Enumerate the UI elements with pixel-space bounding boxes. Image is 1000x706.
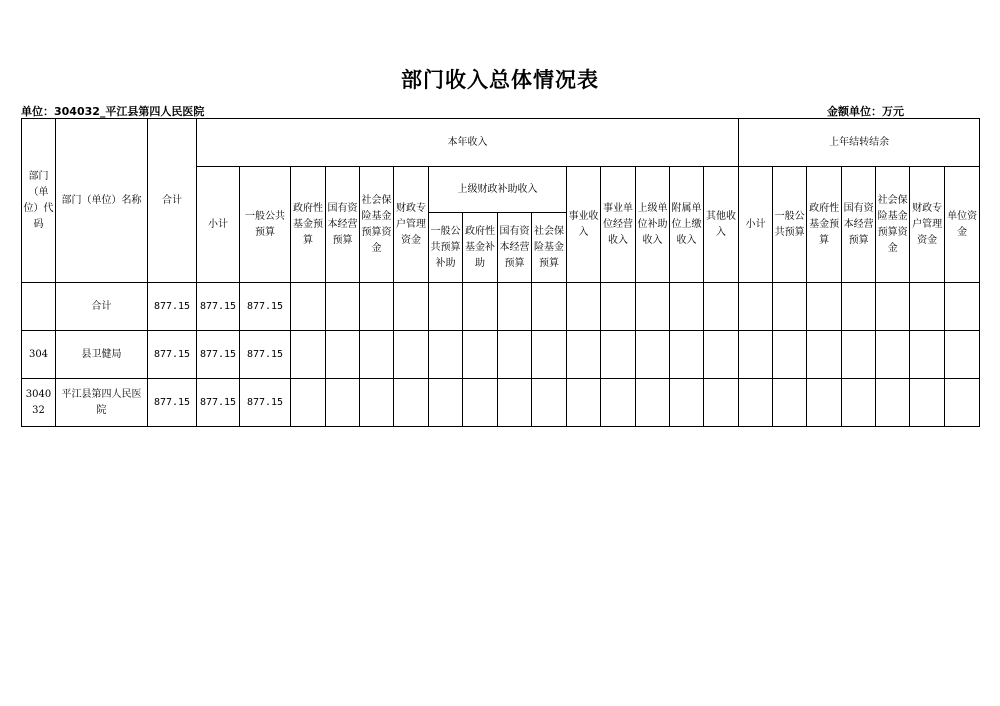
header-prev-year: 上年结转结余: [739, 119, 980, 167]
header-cy-subtotal: 小计: [197, 167, 240, 283]
row-code: 304032: [22, 379, 56, 427]
header-cy-upper-unit-subsidy: 上级单位补助收入: [636, 167, 670, 283]
header-py-social-insurance: 社会保险基金预算资金: [876, 167, 910, 283]
unit-label: 单位：304032_平江县第四人民医院: [21, 105, 205, 118]
header-us-general: 一般公共预算补助: [429, 213, 463, 283]
table-row: [22, 379, 980, 427]
header-py-unit-funds: 单位资金: [945, 167, 980, 283]
header-cy-state-capital: 国有资本经营预算: [326, 167, 360, 283]
amount-unit-label: 金额单位：万元: [827, 105, 904, 118]
row-subtotal: 877.15: [197, 283, 240, 331]
row-total: 877.15: [148, 283, 197, 331]
row-code: 304: [22, 331, 56, 379]
row-general-budget: 877.15: [240, 283, 291, 331]
header-py-fiscal-special: 财政专户管理资金: [910, 167, 945, 283]
header-current-year: 本年收入: [197, 119, 739, 167]
header-cy-business-unit-operating: 事业单位经营收入: [601, 167, 636, 283]
row-subtotal: 877.15: [197, 379, 240, 427]
table-row: [22, 283, 980, 331]
row-name: 合计: [56, 283, 148, 331]
header-py-subtotal: 小计: [739, 167, 773, 283]
row-total: 877.15: [148, 331, 197, 379]
row-name: 平江县第四人民医院: [56, 379, 148, 427]
header-py-gov-fund: 政府性基金预算: [807, 167, 842, 283]
header-cy-social-insurance: 社会保险基金预算资金: [360, 167, 394, 283]
row-code: [22, 283, 56, 331]
table-row: [22, 331, 980, 379]
header-us-state-capital: 国有资本经营预算: [498, 213, 532, 283]
row-general-budget: 877.15: [240, 379, 291, 427]
header-py-general-budget: 一般公共预算: [773, 167, 807, 283]
row-general-budget: 877.15: [240, 331, 291, 379]
header-us-social: 社会保险基金预算: [532, 213, 567, 283]
row-subtotal: 877.15: [197, 331, 240, 379]
header-cy-business-income: 事业收入: [567, 167, 601, 283]
page-title: 部门收入总体情况表: [401, 68, 599, 92]
row-name: 县卫健局: [56, 331, 148, 379]
income-table: [21, 118, 980, 427]
header-cy-fiscal-special: 财政专户管理资金: [394, 167, 429, 283]
header-total: 合计: [148, 119, 197, 283]
header-cy-general-budget: 一般公共预算: [240, 167, 291, 283]
header-us-gov-fund: 政府性基金补助: [463, 213, 498, 283]
header-py-state-capital: 国有资本经营预算: [842, 167, 876, 283]
header-dept-name: 部门（单位）名称: [56, 119, 148, 283]
row-total: 877.15: [148, 379, 197, 427]
header-cy-affiliated-unit: 附属单位上缴收入: [670, 167, 704, 283]
header-cy-gov-fund: 政府性基金预算: [291, 167, 326, 283]
header-dept-code: 部门（单位）代码: [22, 119, 56, 283]
header-cy-upper-subsidy: 上级财政补助收入: [429, 167, 567, 213]
header-cy-other-income: 其他收入: [704, 167, 739, 283]
header-row-1: [22, 119, 980, 167]
